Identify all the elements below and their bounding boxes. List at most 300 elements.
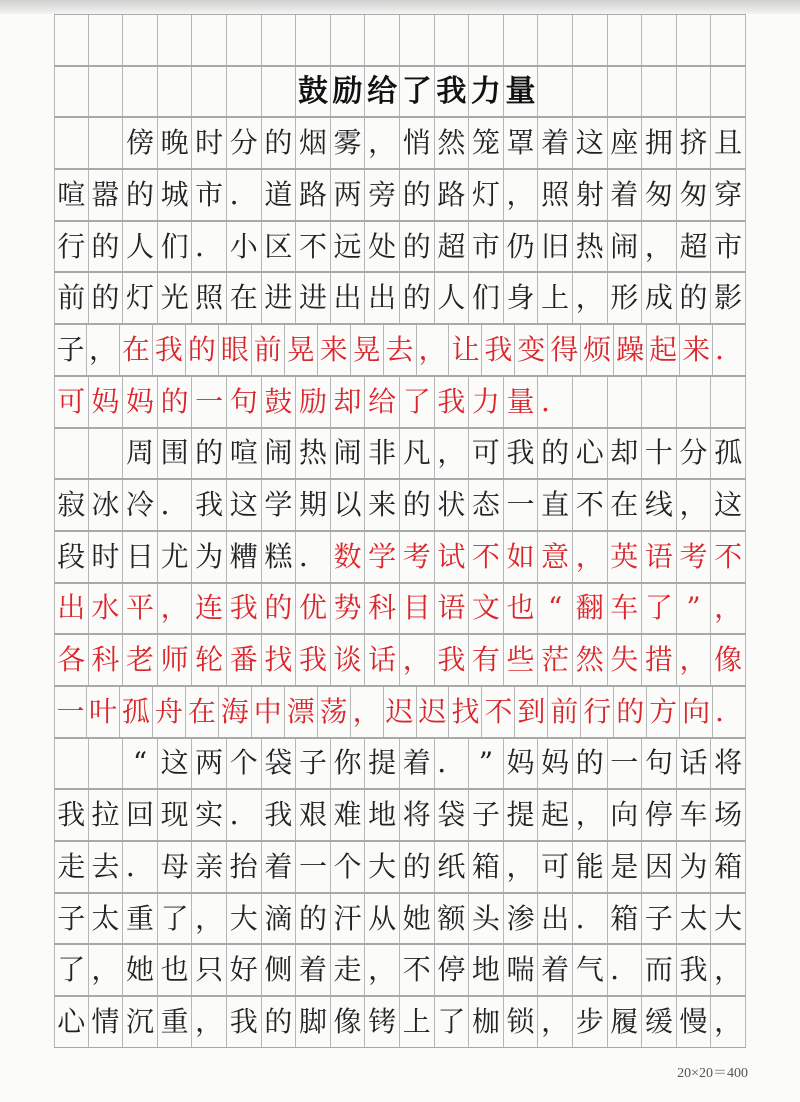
- grid-cell: 将: [400, 790, 435, 840]
- grid-cell: 向: [680, 687, 713, 737]
- grid-cell: 的: [262, 997, 297, 1047]
- grid-cell: 悄: [400, 118, 435, 168]
- grid-cell: [331, 15, 366, 65]
- grid-cell: [435, 15, 470, 65]
- grid-cell: 像: [711, 635, 746, 685]
- grid-cell: 了: [435, 997, 470, 1047]
- grid-cell: 却: [331, 377, 366, 427]
- grid-cell: 妈: [123, 377, 158, 427]
- grid-cell: 凡: [400, 429, 435, 479]
- grid-cell: [123, 67, 158, 117]
- grid-row: [54, 531, 746, 583]
- grid-cell: 迟: [384, 687, 417, 737]
- grid-cell: 挤: [677, 118, 712, 168]
- grid-cell: 子: [54, 894, 89, 944]
- grid-cell: 子: [469, 790, 504, 840]
- grid-cell: 雾: [331, 118, 366, 168]
- grid-cell: 闹: [608, 222, 643, 272]
- grid-cell: ，: [538, 997, 573, 1047]
- grid-cell: 可: [54, 377, 89, 427]
- grid-cell: 我: [296, 635, 331, 685]
- grid-cell: 向: [608, 790, 643, 840]
- grid-cell: [89, 118, 124, 168]
- grid-count-label: 20×20＝400: [677, 1066, 748, 1081]
- grid-cell: 旧: [538, 222, 573, 272]
- grid-cell: 找: [262, 635, 297, 685]
- grid-cell: 学: [365, 532, 400, 582]
- grid-cell: 舟: [153, 687, 186, 737]
- grid-cell: 如: [504, 532, 539, 582]
- grid-row: [54, 893, 746, 945]
- grid-cell: [538, 15, 573, 65]
- grid-cell: 孤: [711, 429, 746, 479]
- grid-cell: [54, 739, 89, 789]
- grid-cell: 了: [400, 377, 435, 427]
- grid-cell: ，: [89, 945, 124, 995]
- grid-cell: ，: [573, 273, 608, 323]
- grid-cell: 的: [614, 687, 647, 737]
- grid-cell: ，: [351, 687, 384, 737]
- grid-cell: 连: [192, 584, 227, 634]
- grid-cell: 状: [435, 480, 470, 530]
- grid-cell: 个: [331, 842, 366, 892]
- grid-cell: ，: [400, 635, 435, 685]
- grid-cell: 沉: [123, 997, 158, 1047]
- grid-cell: 了: [642, 584, 677, 634]
- grid-cell: 文: [469, 584, 504, 634]
- grid-cell: [296, 15, 331, 65]
- grid-cell: 叶: [87, 687, 120, 737]
- grid-cell: 也: [504, 584, 539, 634]
- grid-cell: 老: [123, 635, 158, 685]
- grid-cell: 的: [400, 480, 435, 530]
- grid-cell: 进: [296, 273, 331, 323]
- grid-cell: 在: [186, 687, 219, 737]
- grid-cell: 路: [435, 170, 470, 220]
- grid-cell: 旁: [365, 170, 400, 220]
- grid-cell: 额: [435, 894, 470, 944]
- grid-cell: 照: [538, 170, 573, 220]
- grid-cell: 来: [365, 480, 400, 530]
- grid-cell: 拉: [89, 790, 124, 840]
- grid-cell: 态: [469, 480, 504, 530]
- grid-cell: 停: [642, 790, 677, 840]
- grid-cell: 变: [515, 325, 548, 375]
- grid-cell: 大: [365, 842, 400, 892]
- grid-cell: 大: [227, 894, 262, 944]
- grid-cell: 喧: [227, 429, 262, 479]
- grid-cell: 的: [400, 170, 435, 220]
- grid-cell: 市: [192, 170, 227, 220]
- grid-cell: 前: [548, 687, 581, 737]
- grid-cell: ，: [435, 429, 470, 479]
- grid-cell: 子: [296, 739, 331, 789]
- grid-cell: [89, 15, 124, 65]
- grid-cell: 考: [677, 532, 712, 582]
- grid-cell: 的: [296, 894, 331, 944]
- grid-cell: 分: [677, 429, 712, 479]
- grid-row: [54, 479, 746, 531]
- grid-cell: [54, 15, 89, 65]
- grid-cell: 远: [331, 222, 366, 272]
- grid-cell: ．: [227, 790, 262, 840]
- grid-cell: 着: [400, 739, 435, 789]
- grid-row: [54, 324, 746, 376]
- grid-cell: [677, 67, 712, 117]
- grid-cell: 我: [262, 790, 297, 840]
- grid-cell: 停: [435, 945, 470, 995]
- grid-cell: [677, 377, 712, 427]
- grid-cell: [54, 118, 89, 168]
- grid-cell: ，: [711, 584, 746, 634]
- grid-row: [54, 789, 746, 841]
- grid-cell: 车: [608, 584, 643, 634]
- grid-row: [54, 169, 746, 221]
- grid-cell: 句: [227, 377, 262, 427]
- grid-cell: 了: [158, 894, 193, 944]
- grid-cell: 可: [469, 429, 504, 479]
- grid-cell: 晚: [158, 118, 193, 168]
- grid-cell: “: [538, 584, 573, 634]
- grid-cell: 枷: [469, 997, 504, 1047]
- grid-cell: 我: [54, 790, 89, 840]
- grid-cell: 袋: [262, 739, 297, 789]
- grid-cell: 力: [469, 377, 504, 427]
- grid-cell: 期: [296, 480, 331, 530]
- grid-cell: 灯: [123, 273, 158, 323]
- grid-cell: “: [123, 739, 158, 789]
- grid-cell: 番: [227, 635, 262, 685]
- grid-cell: 拥: [642, 118, 677, 168]
- grid-cell: 闹: [262, 429, 297, 479]
- grid-cell: 十: [642, 429, 677, 479]
- grid-cell: [538, 67, 573, 117]
- grid-cell: 她: [400, 894, 435, 944]
- grid-cell: 我: [192, 480, 227, 530]
- grid-cell: 气: [573, 945, 608, 995]
- grid-cell: 躁: [614, 325, 647, 375]
- grid-cell: 时: [89, 532, 124, 582]
- grid-cell: 太: [677, 894, 712, 944]
- grid-cell: 周: [123, 429, 158, 479]
- grid-cell: 漂: [285, 687, 318, 737]
- grid-cell: 小: [227, 222, 262, 272]
- grid-cell: 方: [647, 687, 680, 737]
- grid-cell: 然: [435, 118, 470, 168]
- grid-cell: 头: [469, 894, 504, 944]
- grid-cell: ．: [296, 532, 331, 582]
- grid-cell: 光: [158, 273, 193, 323]
- grid-cell: 让: [449, 325, 482, 375]
- grid-cell: 我: [482, 325, 515, 375]
- grid-cell: 人: [435, 273, 470, 323]
- grid-cell: ，: [573, 532, 608, 582]
- grid-cell: 不: [469, 532, 504, 582]
- grid-cell: ，: [417, 325, 450, 375]
- grid-cell: [227, 67, 262, 117]
- grid-cell: 考: [400, 532, 435, 582]
- grid-cell: [192, 15, 227, 65]
- grid-cell: 学: [262, 480, 297, 530]
- grid-cell: 平: [123, 584, 158, 634]
- grid-cell: 能: [573, 842, 608, 892]
- grid-cell: 子: [642, 894, 677, 944]
- grid-cell: 我: [435, 67, 470, 117]
- grid-cell: 力: [469, 67, 504, 117]
- grid-cell: 这: [158, 739, 193, 789]
- grid-cell: 我: [153, 325, 186, 375]
- grid-cell: 茫: [538, 635, 573, 685]
- grid-cell: ，: [677, 480, 712, 530]
- grid-cell: 且: [711, 118, 746, 168]
- grid-cell: 烦: [581, 325, 614, 375]
- grid-cell: 提: [365, 739, 400, 789]
- grid-cell: 个: [227, 739, 262, 789]
- grid-cell: 市: [469, 222, 504, 272]
- grid-cell: 在: [120, 325, 153, 375]
- grid-cell: 围: [158, 429, 193, 479]
- grid-cell: 袋: [435, 790, 470, 840]
- grid-cell: 不: [296, 222, 331, 272]
- grid-cell: [642, 67, 677, 117]
- grid-row: [54, 221, 746, 273]
- grid-cell: [573, 15, 608, 65]
- grid-cell: 心: [573, 429, 608, 479]
- grid-cell: 优: [296, 584, 331, 634]
- grid-cell: 着: [538, 118, 573, 168]
- grid-cell: 喧: [54, 170, 89, 220]
- grid-cell: 因: [642, 842, 677, 892]
- grid-cell: ．: [573, 894, 608, 944]
- grid-cell: 场: [711, 790, 746, 840]
- grid-cell: 可: [538, 842, 573, 892]
- grid-cell: [89, 67, 124, 117]
- grid-cell: ．: [608, 945, 643, 995]
- grid-cell: [608, 15, 643, 65]
- grid-cell: 晃: [285, 325, 318, 375]
- grid-cell: 失: [608, 635, 643, 685]
- grid-cell: 一: [192, 377, 227, 427]
- grid-cell: 脚: [296, 997, 331, 1047]
- grid-cell: ，: [711, 945, 746, 995]
- grid-cell: ．: [123, 842, 158, 892]
- grid-cell: 师: [158, 635, 193, 685]
- grid-cell: 中: [252, 687, 285, 737]
- grid-cell: [504, 15, 539, 65]
- grid-cell: 子: [54, 325, 87, 375]
- grid-cell: 成: [642, 273, 677, 323]
- grid-cell: 各: [54, 635, 89, 685]
- grid-cell: 们: [158, 222, 193, 272]
- grid-cell: 给: [365, 67, 400, 117]
- grid-cell: 身: [504, 273, 539, 323]
- grid-cell: 眼: [219, 325, 252, 375]
- grid-cell: 尤: [158, 532, 193, 582]
- grid-cell: 超: [677, 222, 712, 272]
- grid-cell: [642, 15, 677, 65]
- grid-cell: 重: [158, 997, 193, 1047]
- grid-row: [54, 996, 746, 1048]
- grid-cell: ，: [365, 118, 400, 168]
- grid-cell: ．: [192, 222, 227, 272]
- grid-cell: 的: [262, 584, 297, 634]
- grid-cell: 冰: [89, 480, 124, 530]
- grid-cell: 汗: [331, 894, 366, 944]
- grid-cell: 鼓: [262, 377, 297, 427]
- grid-cell: 而: [642, 945, 677, 995]
- grid-cell: 现: [158, 790, 193, 840]
- grid-cell: 的: [89, 273, 124, 323]
- grid-cell: 射: [573, 170, 608, 220]
- grid-cell: 超: [435, 222, 470, 272]
- grid-cell: 英: [608, 532, 643, 582]
- grid-cell: [158, 67, 193, 117]
- grid-cell: 亲: [192, 842, 227, 892]
- grid-cell: 滴: [262, 894, 297, 944]
- grid-cell: 只: [192, 945, 227, 995]
- grid-cell: 妈: [89, 377, 124, 427]
- grid-cell: 的: [123, 170, 158, 220]
- grid-cell: 出: [538, 894, 573, 944]
- grid-cell: 的: [400, 273, 435, 323]
- grid-cell: 仍: [504, 222, 539, 272]
- grid-cell: 去: [89, 842, 124, 892]
- grid-cell: 从: [365, 894, 400, 944]
- grid-cell: 来: [318, 325, 351, 375]
- grid-cell: 嚣: [89, 170, 124, 220]
- grid-cell: 渗: [504, 894, 539, 944]
- grid-cell: 上: [400, 997, 435, 1047]
- grid-cell: 语: [435, 584, 470, 634]
- grid-cell: [192, 67, 227, 117]
- grid-cell: 罩: [504, 118, 539, 168]
- grid-cell: 着: [296, 945, 331, 995]
- grid-cell: 慢: [677, 997, 712, 1047]
- grid-cell: 出: [331, 273, 366, 323]
- grid-cell: 缓: [642, 997, 677, 1047]
- grid-cell: ”: [677, 584, 712, 634]
- grid-cell: 是: [608, 842, 643, 892]
- grid-cell: 城: [158, 170, 193, 220]
- grid-cell: 的: [400, 842, 435, 892]
- grid-cell: 不: [400, 945, 435, 995]
- top-edge: [0, 0, 800, 14]
- grid-row: [54, 738, 746, 790]
- grid-row: [54, 944, 746, 996]
- grid-cell: 在: [227, 273, 262, 323]
- grid-cell: 闹: [331, 429, 366, 479]
- grid-cell: 匆: [677, 170, 712, 220]
- grid-cell: [469, 15, 504, 65]
- grid-cell: 励: [296, 377, 331, 427]
- grid-cell: 艰: [296, 790, 331, 840]
- grid-cell: 她: [123, 945, 158, 995]
- grid-cell: 前: [54, 273, 89, 323]
- grid-cell: 上: [538, 273, 573, 323]
- grid-cell: 行: [581, 687, 614, 737]
- grid-cell: 给: [365, 377, 400, 427]
- grid-cell: 科: [365, 584, 400, 634]
- grid-cell: 进: [262, 273, 297, 323]
- grid-cell: 走: [54, 842, 89, 892]
- grid-cell: 荡: [318, 687, 351, 737]
- grid-cell: 母: [158, 842, 193, 892]
- grid-cell: 处: [365, 222, 400, 272]
- grid-cell: 影: [711, 273, 746, 323]
- grid-cell: 烟: [296, 118, 331, 168]
- grid-cell: 箱: [469, 842, 504, 892]
- grid-row: [54, 841, 746, 893]
- grid-cell: ，: [158, 584, 193, 634]
- grid-cell: 我: [677, 945, 712, 995]
- grid-cell: 的: [677, 273, 712, 323]
- grid-row: [54, 634, 746, 686]
- grid-cell: ．: [158, 480, 193, 530]
- grid-cell: 铐: [365, 997, 400, 1047]
- grid-cell: 句: [642, 739, 677, 789]
- grid-cell: 像: [331, 997, 366, 1047]
- grid-cell: 来: [680, 325, 713, 375]
- grid-cell: 然: [573, 635, 608, 685]
- grid-cell: 试: [435, 532, 470, 582]
- grid-cell: 地: [365, 790, 400, 840]
- grid-cell: 励: [331, 67, 366, 117]
- grid-cell: 去: [384, 325, 417, 375]
- grid-cell: 些: [504, 635, 539, 685]
- grid-cell: [573, 377, 608, 427]
- grid-cell: 心: [54, 997, 89, 1047]
- grid-cell: 为: [192, 532, 227, 582]
- grid-cell: ，: [677, 635, 712, 685]
- grid-cell: 一: [296, 842, 331, 892]
- grid-cell: 太: [89, 894, 124, 944]
- grid-cell: 却: [608, 429, 643, 479]
- grid-cell: [711, 15, 746, 65]
- grid-cell: 非: [365, 429, 400, 479]
- grid-cell: ．: [538, 377, 573, 427]
- grid-cell: 妈: [504, 739, 539, 789]
- grid-cell: 的: [262, 118, 297, 168]
- grid-cell: 孤: [120, 687, 153, 737]
- grid-cell: 的: [186, 325, 219, 375]
- grid-cell: 找: [449, 687, 482, 737]
- grid-cell: ，: [573, 790, 608, 840]
- grid-cell: 照: [192, 273, 227, 323]
- grid-cell: [227, 15, 262, 65]
- grid-cell: 话: [365, 635, 400, 685]
- grid-cell: 出: [54, 584, 89, 634]
- grid-cell: 走: [331, 945, 366, 995]
- grid-cell: 我: [435, 635, 470, 685]
- grid-cell: 区: [262, 222, 297, 272]
- grid-cell: 的: [538, 429, 573, 479]
- grid-cell: ．: [713, 687, 746, 737]
- grid-cell: 热: [296, 429, 331, 479]
- grid-cell: 着: [262, 842, 297, 892]
- title-row: [54, 66, 746, 118]
- grid-cell: 的: [573, 739, 608, 789]
- grid-row: [54, 686, 746, 738]
- grid-cell: 科: [89, 635, 124, 685]
- grid-cell: 大: [711, 894, 746, 944]
- grid-cell: 锁: [504, 997, 539, 1047]
- grid-cell: 情: [89, 997, 124, 1047]
- grid-cell: 了: [54, 945, 89, 995]
- grid-cell: 得: [548, 325, 581, 375]
- grid-row: [54, 376, 746, 428]
- grid-cell: 重: [123, 894, 158, 944]
- grid-cell: 有: [469, 635, 504, 685]
